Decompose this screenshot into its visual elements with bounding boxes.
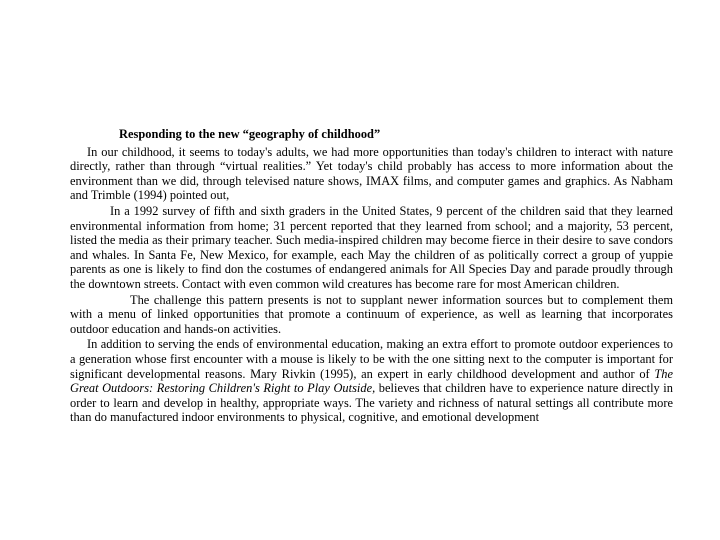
paragraph-intro: In our childhood, it seems to today's adults, we had more opportunities than today's children to interact with nature directly, rather than through “virtual realities.” Yet today's child probably has access to more information about the environment than we did, through televised nature shows, IMAX films, and computer games and graphics. As Nabham and Trimble (1994) pointed out, bbox=[70, 144, 673, 203]
paragraph-quote: In a 1992 survey of fifth and sixth graders in the United States, 9 percent of the children said that they learned environmental information from home; 31 percent reported that they learned from school; and a majority, 53 percent, listed the media as their primary teacher. Such media-inspired children may become fierce in their desire to save condors and whales. In Santa Fe, New Mexico, for example, each May the children of as politically correct a group of yuppie parents as one is likely to find don the costumes of endangered animals for All Species Day and parade proudly through the downtown streets. Contact with even common wild creatures has become rare for most American children. bbox=[70, 203, 673, 291]
text-body bbox=[70, 127, 673, 425]
book-title: The Great Outdoors: Restoring Children's Right to Play Outside, bbox=[70, 366, 673, 396]
paragraph-rivkin-end: believes that children have to experience nature directly in order to learn and develop in healthy, appropriate ways. The variety and richness of natural settings all contribute more than do manufactured indoor environments to physical, cognitive, and emotional development bbox=[70, 381, 673, 425]
paragraph-rivkin bbox=[70, 337, 673, 425]
paragraph-rivkin-start: In addition to serving the ends of environmental education, making an extra effort to promote outdoor experiences to a generation whose first encounter with a mouse is likely to be with the one sitting next to the computer is important for significant developmental reasons. Mary Rivkin (1995), an expert in early childhood development and author of bbox=[70, 337, 673, 381]
section-heading: Responding to the new “geography of childhood” bbox=[119, 127, 381, 141]
paragraph-challenge: The challenge this pattern presents is not to supplant newer information sources but to complement them with a menu of linked opportunities that promote a continuum of experience, as well as learning that incorporates outdoor education and hands-on activities. bbox=[70, 292, 673, 336]
